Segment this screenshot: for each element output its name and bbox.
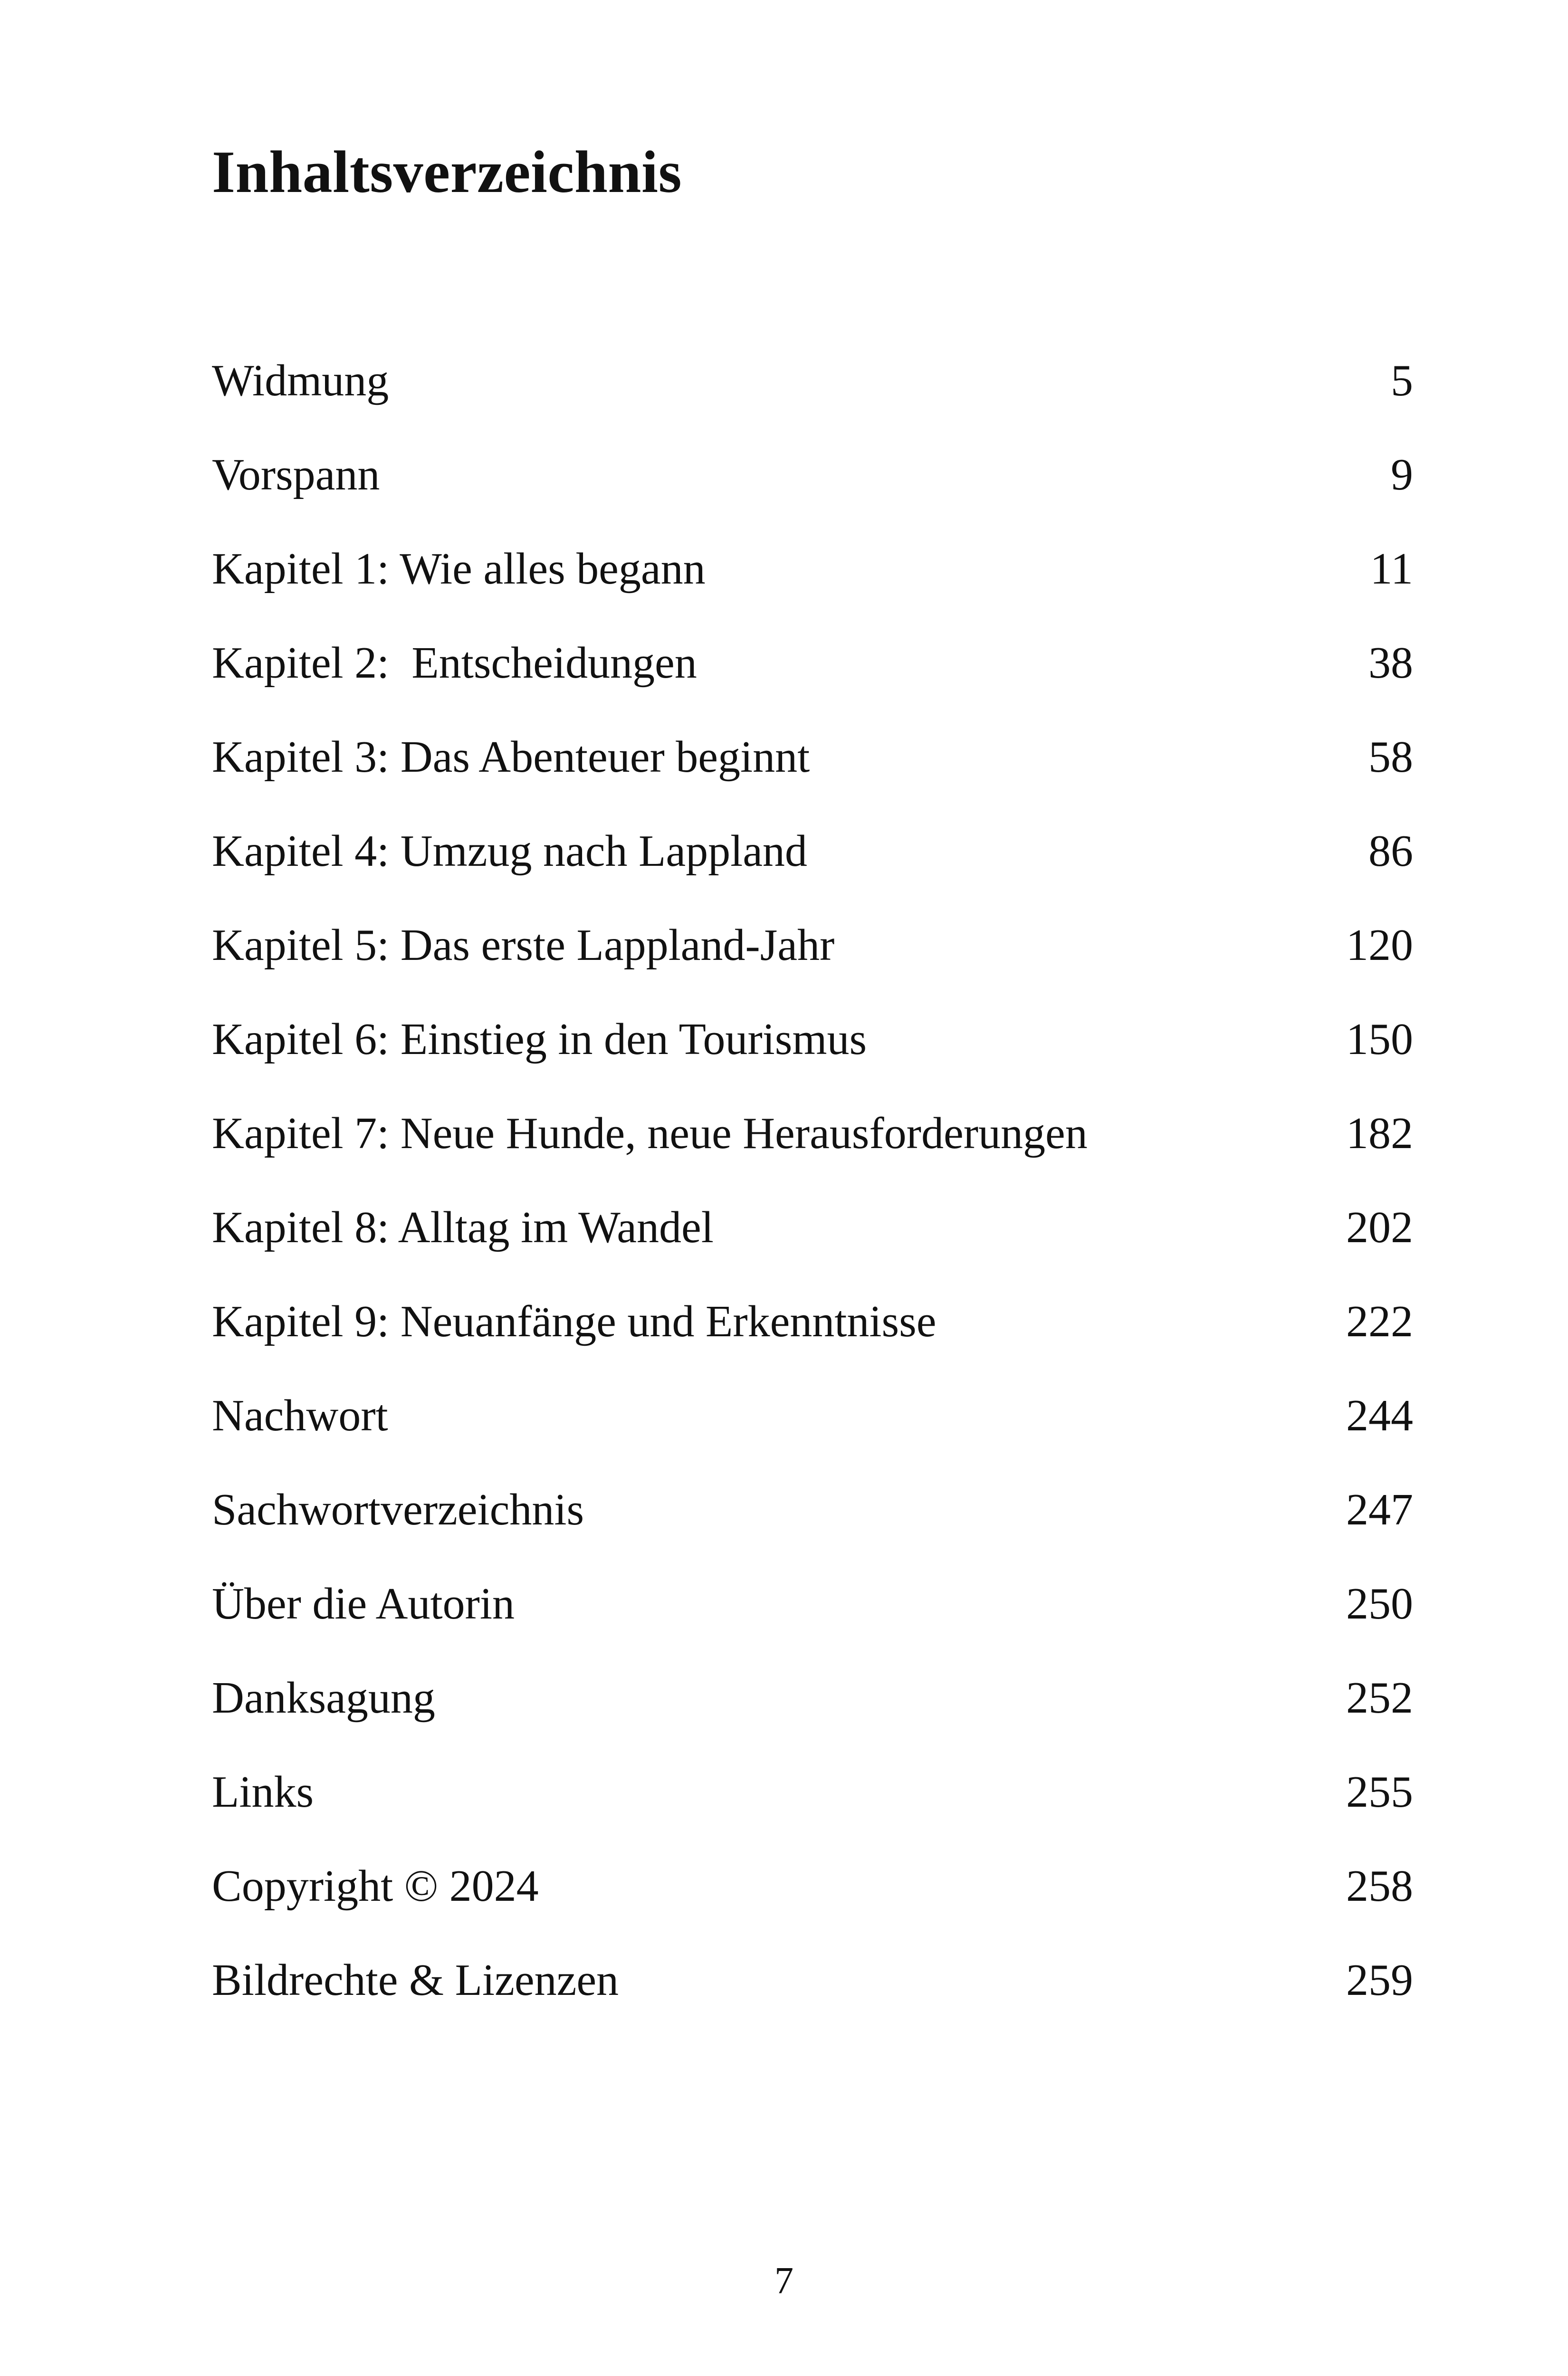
toc-entry-label: Kapitel 8: Alltag im Wandel [212,1203,714,1252]
toc-entry-label: Bildrechte & Lizenzen [212,1955,619,2005]
toc-entry-label: Vorspann [212,450,380,499]
toc-entry [212,1674,1413,1768]
toc-entry-label: Widmung [212,356,389,405]
toc-entry-label: Kapitel 9: Neuanfänge und Erkenntnisse [212,1297,937,1346]
toc-entry [212,450,1413,545]
toc-entry-page: 5 [1391,356,1413,405]
toc-entry-label: Kapitel 5: Das erste Lappland-Jahr [212,920,835,970]
toc-entry-label: Kapitel 1: Wie alles begann [212,544,706,594]
toc-entry-page: 150 [1346,1015,1413,1064]
toc-entry [212,1203,1413,1297]
toc-entry-page: 247 [1346,1485,1413,1534]
toc-entry-page: 9 [1391,450,1413,499]
toc-entry-label: Danksagung [212,1673,435,1723]
toc-entry-page: 244 [1346,1391,1413,1440]
toc-entry-label: Kapitel 4: Umzug nach Lappland [212,826,807,876]
toc-title: Inhaltsverzeichnis [212,139,682,205]
toc-entry [212,545,1413,639]
toc-entry-page: 202 [1346,1203,1413,1252]
toc-entry-label: Kapitel 7: Neue Hunde, neue Herausforderungen [212,1109,1088,1158]
toc-entry-page: 86 [1368,826,1413,876]
toc-entry [212,356,1413,450]
toc-entry [212,1391,1413,1485]
toc-entry [212,1862,1413,1956]
toc-entry-label: Kapitel 3: Das Abenteuer beginnt [212,732,810,782]
toc-entry-page: 258 [1346,1861,1413,1911]
toc-entry [212,1297,1413,1391]
toc-entry-label: Kapitel 6: Einstieg in den Tourismus [212,1015,867,1064]
toc-list [212,356,1413,2050]
toc-entry-label: Copyright © 2024 [212,1861,539,1911]
toc-entry-label: Sachwortverzeichnis [212,1485,584,1534]
page-number: 7 [774,2260,794,2302]
toc-entry [212,639,1413,733]
toc-entry-page: 182 [1346,1109,1413,1158]
toc-entry-page: 11 [1370,544,1413,594]
toc-entry-page: 259 [1346,1955,1413,2005]
toc-entry [212,1015,1413,1109]
toc-entry-page: 255 [1346,1767,1413,1817]
toc-entry [212,1768,1413,1862]
toc-entry-page: 58 [1368,732,1413,782]
toc-entry [212,1580,1413,1674]
toc-entry-page: 222 [1346,1297,1413,1346]
toc-entry [212,827,1413,921]
toc-entry-page: 252 [1346,1673,1413,1723]
toc-entry-label: Kapitel 2: Entscheidungen [212,638,697,688]
toc-entry [212,1109,1413,1203]
toc-entry [212,1485,1413,1580]
toc-entry [212,733,1413,827]
toc-entry-page: 38 [1368,638,1413,688]
toc-entry-label: Über die Autorin [212,1579,515,1629]
toc-entry [212,1956,1413,2050]
toc-entry [212,921,1413,1015]
toc-entry-label: Links [212,1767,314,1817]
toc-entry-label: Nachwort [212,1391,388,1440]
toc-entry-page: 250 [1346,1579,1413,1629]
toc-entry-page: 120 [1346,920,1413,970]
